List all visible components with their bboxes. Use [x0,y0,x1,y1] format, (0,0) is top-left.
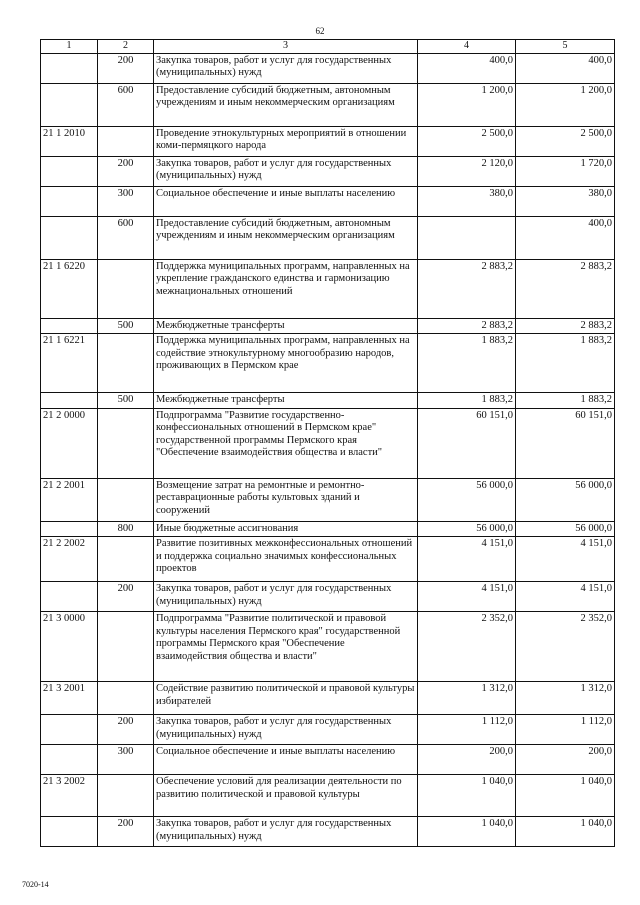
item-name-cell: Иные бюджетные ассигнования [154,521,418,537]
amount-year-2-cell: 1 040,0 [516,775,615,817]
target-code-cell: 21 1 6220 [41,259,98,318]
item-name-cell: Социальное обеспечение и иные выплаты населению [154,745,418,775]
expense-type-cell [98,126,154,156]
amount-year-2-cell: 400,0 [516,53,615,83]
table-row [41,259,615,318]
expense-type-cell: 600 [98,216,154,259]
amount-year-1-cell: 400,0 [418,53,516,83]
expense-type-cell: 800 [98,521,154,537]
item-name-cell: Закупка товаров, работ и услуг для государственных (муниципальных) нужд [154,53,418,83]
amount-year-2-cell: 1 112,0 [516,715,615,745]
table-row [41,478,615,521]
amount-year-1-cell: 380,0 [418,186,516,216]
amount-year-1-cell: 1 883,2 [418,393,516,409]
column-header-5: 5 [516,40,615,54]
table-row [41,582,615,612]
table-row [41,334,615,393]
table-row [41,408,615,478]
expense-type-cell [98,334,154,393]
expense-type-cell: 200 [98,817,154,847]
item-name-cell: Развитие позитивных межконфессиональных отношений и поддержка социально значимых конфессиональных проектов [154,537,418,582]
amount-year-2-cell: 56 000,0 [516,478,615,521]
amount-year-2-cell: 1 312,0 [516,682,615,715]
table-row [41,126,615,156]
expense-type-cell [98,478,154,521]
expense-type-cell [98,612,154,682]
amount-year-1-cell: 4 151,0 [418,582,516,612]
table-row [41,318,615,334]
target-code-cell: 21 3 0000 [41,612,98,682]
table-row [41,83,615,126]
expense-type-cell: 600 [98,83,154,126]
item-name-cell: Возмещение затрат на ремонтные и ремонтно-реставрационные работы культовых зданий и сооружений [154,478,418,521]
expense-type-cell: 300 [98,745,154,775]
item-name-cell: Поддержка муниципальных программ, направленных на содействие этнокультурному многообразию народов, проживающих в Пермском крае [154,334,418,393]
amount-year-2-cell: 4 151,0 [516,582,615,612]
expense-type-cell: 500 [98,318,154,334]
target-code-cell [41,745,98,775]
target-code-cell [41,186,98,216]
item-name-cell: Закупка товаров, работ и услуг для государственных (муниципальных) нужд [154,156,418,186]
amount-year-1-cell: 56 000,0 [418,521,516,537]
column-header-2: 2 [98,40,154,54]
amount-year-1-cell: 1 040,0 [418,775,516,817]
amount-year-1-cell [418,216,516,259]
amount-year-2-cell: 1 720,0 [516,156,615,186]
item-name-cell: Подпрограмма "Развитие государственно-конфессиональных отношений в Пермском крае" государственной программы Пермского края "Обеспечение взаимодействия общества и власти" [154,408,418,478]
amount-year-1-cell: 56 000,0 [418,478,516,521]
item-name-cell: Содействие развитию политической и правовой культуры избирателей [154,682,418,715]
amount-year-1-cell: 2 352,0 [418,612,516,682]
table-row [41,612,615,682]
amount-year-1-cell: 1 040,0 [418,817,516,847]
amount-year-2-cell: 2 883,2 [516,259,615,318]
target-code-cell [41,83,98,126]
amount-year-1-cell: 1 112,0 [418,715,516,745]
target-code-cell: 21 2 2002 [41,537,98,582]
amount-year-1-cell: 2 500,0 [418,126,516,156]
expense-type-cell: 300 [98,186,154,216]
target-code-cell [41,156,98,186]
item-name-cell: Проведение этнокультурных мероприятий в отношении коми-пермяцкого народа [154,126,418,156]
amount-year-1-cell: 2 120,0 [418,156,516,186]
table-row [41,537,615,582]
target-code-cell: 21 2 0000 [41,408,98,478]
target-code-cell [41,393,98,409]
column-header-1: 1 [41,40,98,54]
amount-year-1-cell: 1 312,0 [418,682,516,715]
amount-year-2-cell: 1 883,2 [516,334,615,393]
amount-year-2-cell: 1 200,0 [516,83,615,126]
expense-type-cell: 500 [98,393,154,409]
item-name-cell: Предоставление субсидий бюджетным, автономным учреждениям и иным некоммерческим организациям [154,83,418,126]
item-name-cell: Предоставление субсидий бюджетным, автономным учреждениям и иным некоммерческим организациям [154,216,418,259]
column-header-4: 4 [418,40,516,54]
amount-year-2-cell: 400,0 [516,216,615,259]
expense-type-cell: 200 [98,156,154,186]
table-row [41,53,615,83]
footer-code: 7020-14 [22,880,49,889]
expense-type-cell [98,259,154,318]
header-row [41,40,615,54]
amount-year-2-cell: 4 151,0 [516,537,615,582]
target-code-cell [41,817,98,847]
expense-type-cell: 200 [98,582,154,612]
target-code-cell: 21 1 6221 [41,334,98,393]
item-name-cell: Межбюджетные трансферты [154,393,418,409]
amount-year-2-cell: 380,0 [516,186,615,216]
amount-year-1-cell: 60 151,0 [418,408,516,478]
item-name-cell: Закупка товаров, работ и услуг для государственных (муниципальных) нужд [154,715,418,745]
target-code-cell [41,318,98,334]
amount-year-1-cell: 200,0 [418,745,516,775]
amount-year-2-cell: 2 500,0 [516,126,615,156]
item-name-cell: Закупка товаров, работ и услуг для государственных (муниципальных) нужд [154,817,418,847]
target-code-cell [41,216,98,259]
expense-type-cell: 200 [98,715,154,745]
budget-table [40,39,615,847]
table-row [41,682,615,715]
target-code-cell: 21 1 2010 [41,126,98,156]
amount-year-2-cell: 2 883,2 [516,318,615,334]
amount-year-2-cell: 60 151,0 [516,408,615,478]
table-row [41,745,615,775]
target-code-cell [41,582,98,612]
amount-year-2-cell: 56 000,0 [516,521,615,537]
expense-type-cell [98,775,154,817]
target-code-cell: 21 3 2001 [41,682,98,715]
table-row [41,715,615,745]
amount-year-1-cell: 2 883,2 [418,318,516,334]
amount-year-2-cell: 200,0 [516,745,615,775]
amount-year-1-cell: 1 200,0 [418,83,516,126]
target-code-cell: 21 2 2001 [41,478,98,521]
item-name-cell: Подпрограмма "Развитие политической и правовой культуры населения Пермского края" государственной программы Пермского края "Обеспечение взаимодействия общества и власти" [154,612,418,682]
amount-year-1-cell: 4 151,0 [418,537,516,582]
amount-year-2-cell: 1 040,0 [516,817,615,847]
amount-year-2-cell: 1 883,2 [516,393,615,409]
column-header-3: 3 [154,40,418,54]
expense-type-cell [98,537,154,582]
target-code-cell [41,521,98,537]
item-name-cell: Межбюджетные трансферты [154,318,418,334]
table-row [41,156,615,186]
item-name-cell: Поддержка муниципальных программ, направленных на укрепление гражданского единства и гармонизацию межнациональных отношений [154,259,418,318]
expense-type-cell [98,682,154,715]
item-name-cell: Закупка товаров, работ и услуг для государственных (муниципальных) нужд [154,582,418,612]
page-number: 62 [315,26,325,36]
item-name-cell: Обеспечение условий для реализации деятельности по развитию политической и правовой культуры [154,775,418,817]
expense-type-cell [98,408,154,478]
target-code-cell [41,715,98,745]
target-code-cell [41,53,98,83]
table-row [41,775,615,817]
table-row [41,186,615,216]
amount-year-1-cell: 1 883,2 [418,334,516,393]
table-row [41,216,615,259]
table-row [41,817,615,847]
table-row [41,393,615,409]
item-name-cell: Социальное обеспечение и иные выплаты населению [154,186,418,216]
amount-year-2-cell: 2 352,0 [516,612,615,682]
expense-type-cell: 200 [98,53,154,83]
table-row [41,521,615,537]
target-code-cell: 21 3 2002 [41,775,98,817]
amount-year-1-cell: 2 883,2 [418,259,516,318]
